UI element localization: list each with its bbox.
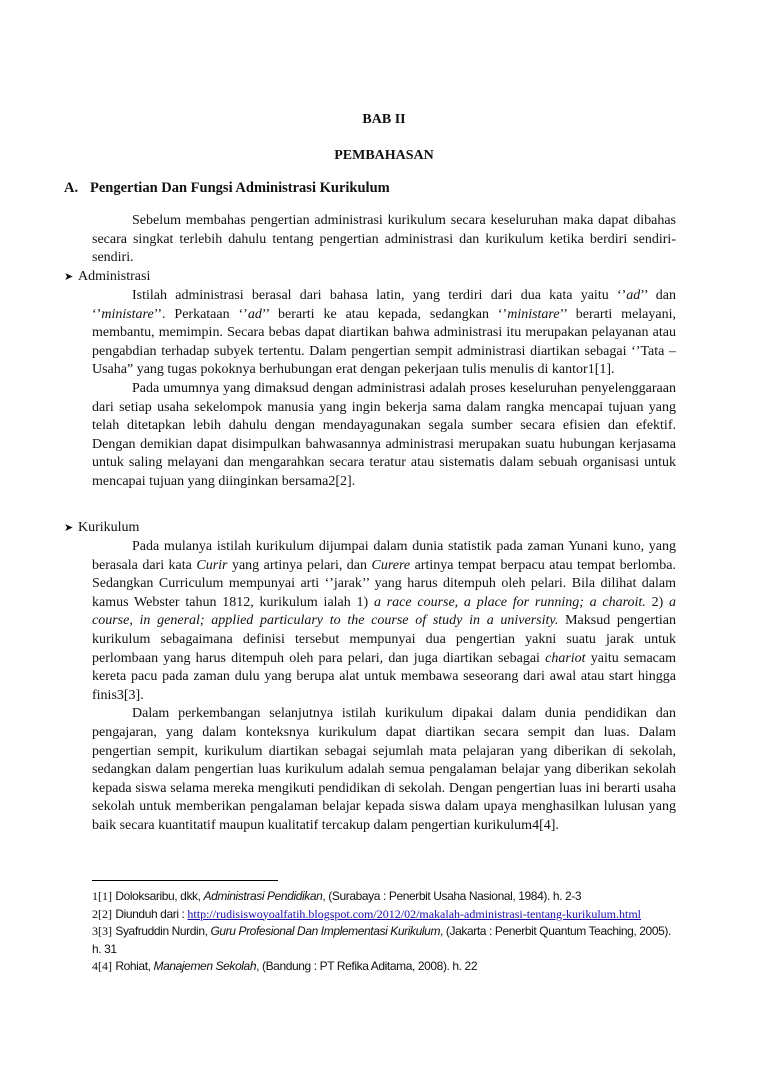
heading-a bbox=[64, 180, 390, 197]
footnote-2 bbox=[92, 906, 676, 924]
text-run: ’’ berarti ke atau kepada, sedangkan ‘’ bbox=[261, 306, 508, 322]
footnote-title: Administrasi Pendidikan bbox=[203, 889, 323, 903]
footnote-link[interactable]: http://rudisiswoyoalfatih.blogspot.com/2012/02/makalah-administrasi-tentang-kurikulum.html bbox=[187, 906, 642, 921]
administrasi-paragraph-2: Pada umumnya yang dimaksud dengan administrasi adalah proses keseluruhan penyelenggaraan dari setiap usaha sekelompok manusia yang ingin bekerja sama dalam rangka mencapai tujuan yang telah ditetapkan lebih dahulu dengan mendayagunakan segala sumber secara efisien dan efektif. Dengan demikian dapat disimpulkan bahwasannya administrasi merupakan suatu hubungan kerjasama untuk saling melayani dan mengarahkan secara teratur atau sistematis dalam sebuah organisasi untuk mencapai tujuan yang diinginkan bersama2[2]. bbox=[92, 380, 676, 489]
footnote-text: Doloksaribu, dkk, bbox=[115, 889, 204, 903]
footnote-mark: 2[2] bbox=[92, 906, 112, 921]
bullet-kurikulum bbox=[64, 519, 139, 538]
kurikulum-paragraph-2: Dalam perkembangan selanjutnya istilah kurikulum dipakai dalam dunia pendidikan dan pengajaran, yang dalam konteksnya kurikulum dapat diartikan secara sempit dan luas. Dalam pengertian sempit, kurikulum diartikan sebagai sejumlah mata pelajaran yang diberikan di sekolah, sedangkan dalam pengertian luas kurikulum adalah semua pengalaman belajar yang diberikan sekolah kepada siswa selama mereka mengikuti pendidikan di sekolah. Dengan pengertian luas ini berarti usaha sekolah untuk memberikan pengalaman belajar kepada siswa dalam upaya menghasilkan lulusan yang baik secara kuantitatif maupun kualitatif tercakup dalam pengertian kurikulum4[4]. bbox=[92, 706, 676, 833]
footnote-text: Syafruddin Nurdin, bbox=[115, 924, 211, 939]
footnote-1 bbox=[92, 888, 676, 906]
text-run: Istilah administrasi berasal dari bahasa latin, yang terdiri dari dua kata yaitu ‘’ bbox=[132, 288, 627, 303]
administrasi-paragraph-1 bbox=[92, 287, 676, 380]
italic-term: chariot bbox=[545, 650, 586, 666]
footnote-text: Rohiat, bbox=[115, 959, 154, 974]
heading-number: A. bbox=[64, 180, 79, 196]
footnote-text: , (Jakarta : Penerbit Quantum Teaching, 2005). h. 31 bbox=[92, 924, 671, 956]
text-run: yaitu semacam kereta pacu pada zaman dulu yang berupa alat untuk membawa seseorang dari awal atau start hingga finis3[3]. bbox=[92, 650, 676, 703]
text-run: 2) bbox=[645, 594, 669, 610]
italic-term: Curir bbox=[196, 557, 228, 573]
footnote-text: , (Bandung : PT Refika Aditama, 2008). h. 22 bbox=[256, 959, 478, 974]
italic-term: ad bbox=[626, 288, 641, 303]
kurikulum-paragraph-1 bbox=[92, 538, 676, 705]
text-run: Pada mulanya istilah kurikulum dijumpai dalam dunia statistik pada zaman Yunani kuno, yang berasala dari kata bbox=[92, 539, 676, 573]
text-run: ’’. Perkataan ‘’ bbox=[153, 306, 248, 322]
text-run: artinya tempat berpacu atau tempat berlomba. Sedangkan Curriculum mempunyai arti ‘’jarak’’ yang harus ditempuh oleh pelari. Bila dilihat dalam kamus Webster tahun 1812, kurikulum ialah 1) bbox=[92, 557, 676, 610]
italic-term: ministare bbox=[101, 306, 154, 322]
italic-term: ad bbox=[247, 306, 262, 322]
bullet-administrasi bbox=[64, 268, 150, 287]
bullet-label: Administrasi bbox=[78, 269, 151, 284]
text-run: ’’ berarti melayani, membantu, memimpin. Secara bebas dapat diartikan bahwa administrasi itu merupakan pelayanan atau pengabdian terhadap subyek tertentu. Dalam pengertian sempit administrasi diartikan sebagai ‘’Tata – Usaha” yang tugas pokoknya berhubungan erat dengan pekerjaan tulis menulis di kantor1[1]. bbox=[92, 306, 676, 378]
kurikulum-section bbox=[92, 538, 676, 836]
footnote-title: Guru Profesional Dan Implementasi Kurikulum bbox=[210, 924, 441, 939]
administrasi-section bbox=[92, 287, 676, 492]
heading-title: Pengertian Dan Fungsi Administrasi Kurikulum bbox=[90, 180, 390, 196]
italic-term: Curere bbox=[371, 557, 411, 573]
italic-definition: a race course, a place for running; a charoit. bbox=[373, 594, 646, 610]
arrow-bullet-icon: ➤ bbox=[64, 271, 74, 283]
italic-definition: a course, in general; applied particulary to the course of study in a university. bbox=[92, 594, 676, 629]
arrow-bullet-icon: ➤ bbox=[64, 522, 74, 534]
intro-text: Sebelum membahas pengertian administrasi kurikulum secara keseluruhan maka dapat dibahas secara singkat terlebih dahulu tentang pengertian administrasi dan kurikulum ketika berdiri sendiri-sendiri. bbox=[92, 213, 676, 266]
footnote-separator bbox=[92, 880, 278, 881]
footnotes bbox=[92, 888, 676, 976]
footnote-4 bbox=[92, 958, 676, 976]
bullet-label: Kurikulum bbox=[78, 520, 140, 535]
footnote-mark: 4[4] bbox=[92, 959, 112, 974]
footnote-title: Manajemen Sekolah bbox=[153, 959, 257, 974]
chapter-title: BAB II bbox=[362, 112, 406, 127]
footnote-mark: 3[3] bbox=[92, 924, 112, 939]
footnote-3 bbox=[92, 923, 676, 958]
footnote-text: , (Surabaya : Penerbit Usaha Nasional, 1984). h. 2-3 bbox=[322, 889, 582, 903]
italic-term: ministare bbox=[507, 306, 560, 322]
footnote-text: Diunduh dari : bbox=[115, 906, 188, 921]
section-title: PEMBAHASAN bbox=[334, 148, 434, 163]
intro-paragraph bbox=[92, 212, 676, 268]
footnote-mark: 1[1] bbox=[92, 889, 112, 903]
text-run: yang artinya pelari, dan bbox=[227, 557, 372, 573]
text-run: Maksud pengertian kurikulum sebagaimana definisi tersebut mempunyai dua pengertian yakni suatu jarak untuk perlombaan yang harus ditempuh oleh para pelari, dan juga diartikan sebagai bbox=[92, 613, 676, 666]
text-run: ’’ dan ‘’ bbox=[92, 288, 677, 322]
